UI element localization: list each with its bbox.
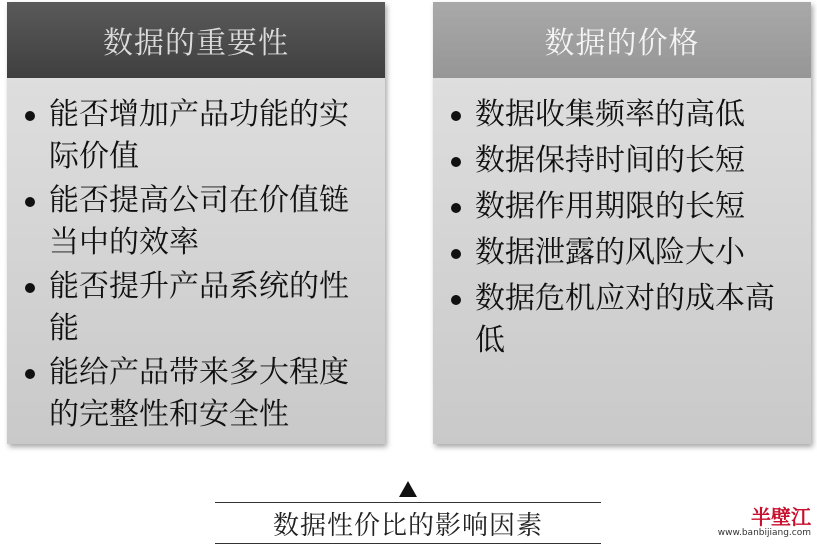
bullet-icon [451,203,461,213]
price-item [451,186,805,228]
importance-item-text: 能否提高公司在价值链当中的效率 [49,183,349,260]
price-panel-title: 数据的价格 [433,2,811,78]
watermark-url: www.banbijiang.com [717,528,811,538]
watermark [701,506,811,542]
caption: 数据性价比的影响因素 [215,502,601,544]
up-arrow-icon [399,481,417,497]
price-item-text: 数据危机应对的成本高低 [475,281,775,358]
bullet-icon [25,369,35,379]
price-panel [433,2,811,444]
price-item [451,140,805,182]
importance-item-text: 能否提升产品系统的性能 [49,269,349,346]
price-list [433,86,811,444]
importance-item [25,94,379,178]
importance-list [7,86,385,444]
importance-item [25,352,379,436]
price-item-text: 数据保持时间的长短 [475,143,745,178]
importance-panel [7,2,385,444]
price-item [451,278,805,362]
importance-panel-title: 数据的重要性 [7,2,385,78]
price-item [451,232,805,274]
bullet-icon [25,283,35,293]
importance-item-text: 能否增加产品功能的实际价值 [49,97,349,174]
price-item-text: 数据泄露的风险大小 [475,235,745,270]
bullet-icon [25,197,35,207]
price-item-text: 数据收集频率的高低 [475,97,745,132]
bullet-icon [451,157,461,167]
price-item-text: 数据作用期限的长短 [475,189,745,224]
price-item [451,94,805,136]
bullet-icon [451,249,461,259]
importance-item-text: 能给产品带来多大程度的完整性和安全性 [49,355,349,432]
bullet-icon [25,111,35,121]
importance-item [25,266,379,350]
importance-item [25,180,379,264]
bullet-icon [451,111,461,121]
bullet-icon [451,295,461,305]
watermark-logo: 半壁江 [751,505,811,529]
